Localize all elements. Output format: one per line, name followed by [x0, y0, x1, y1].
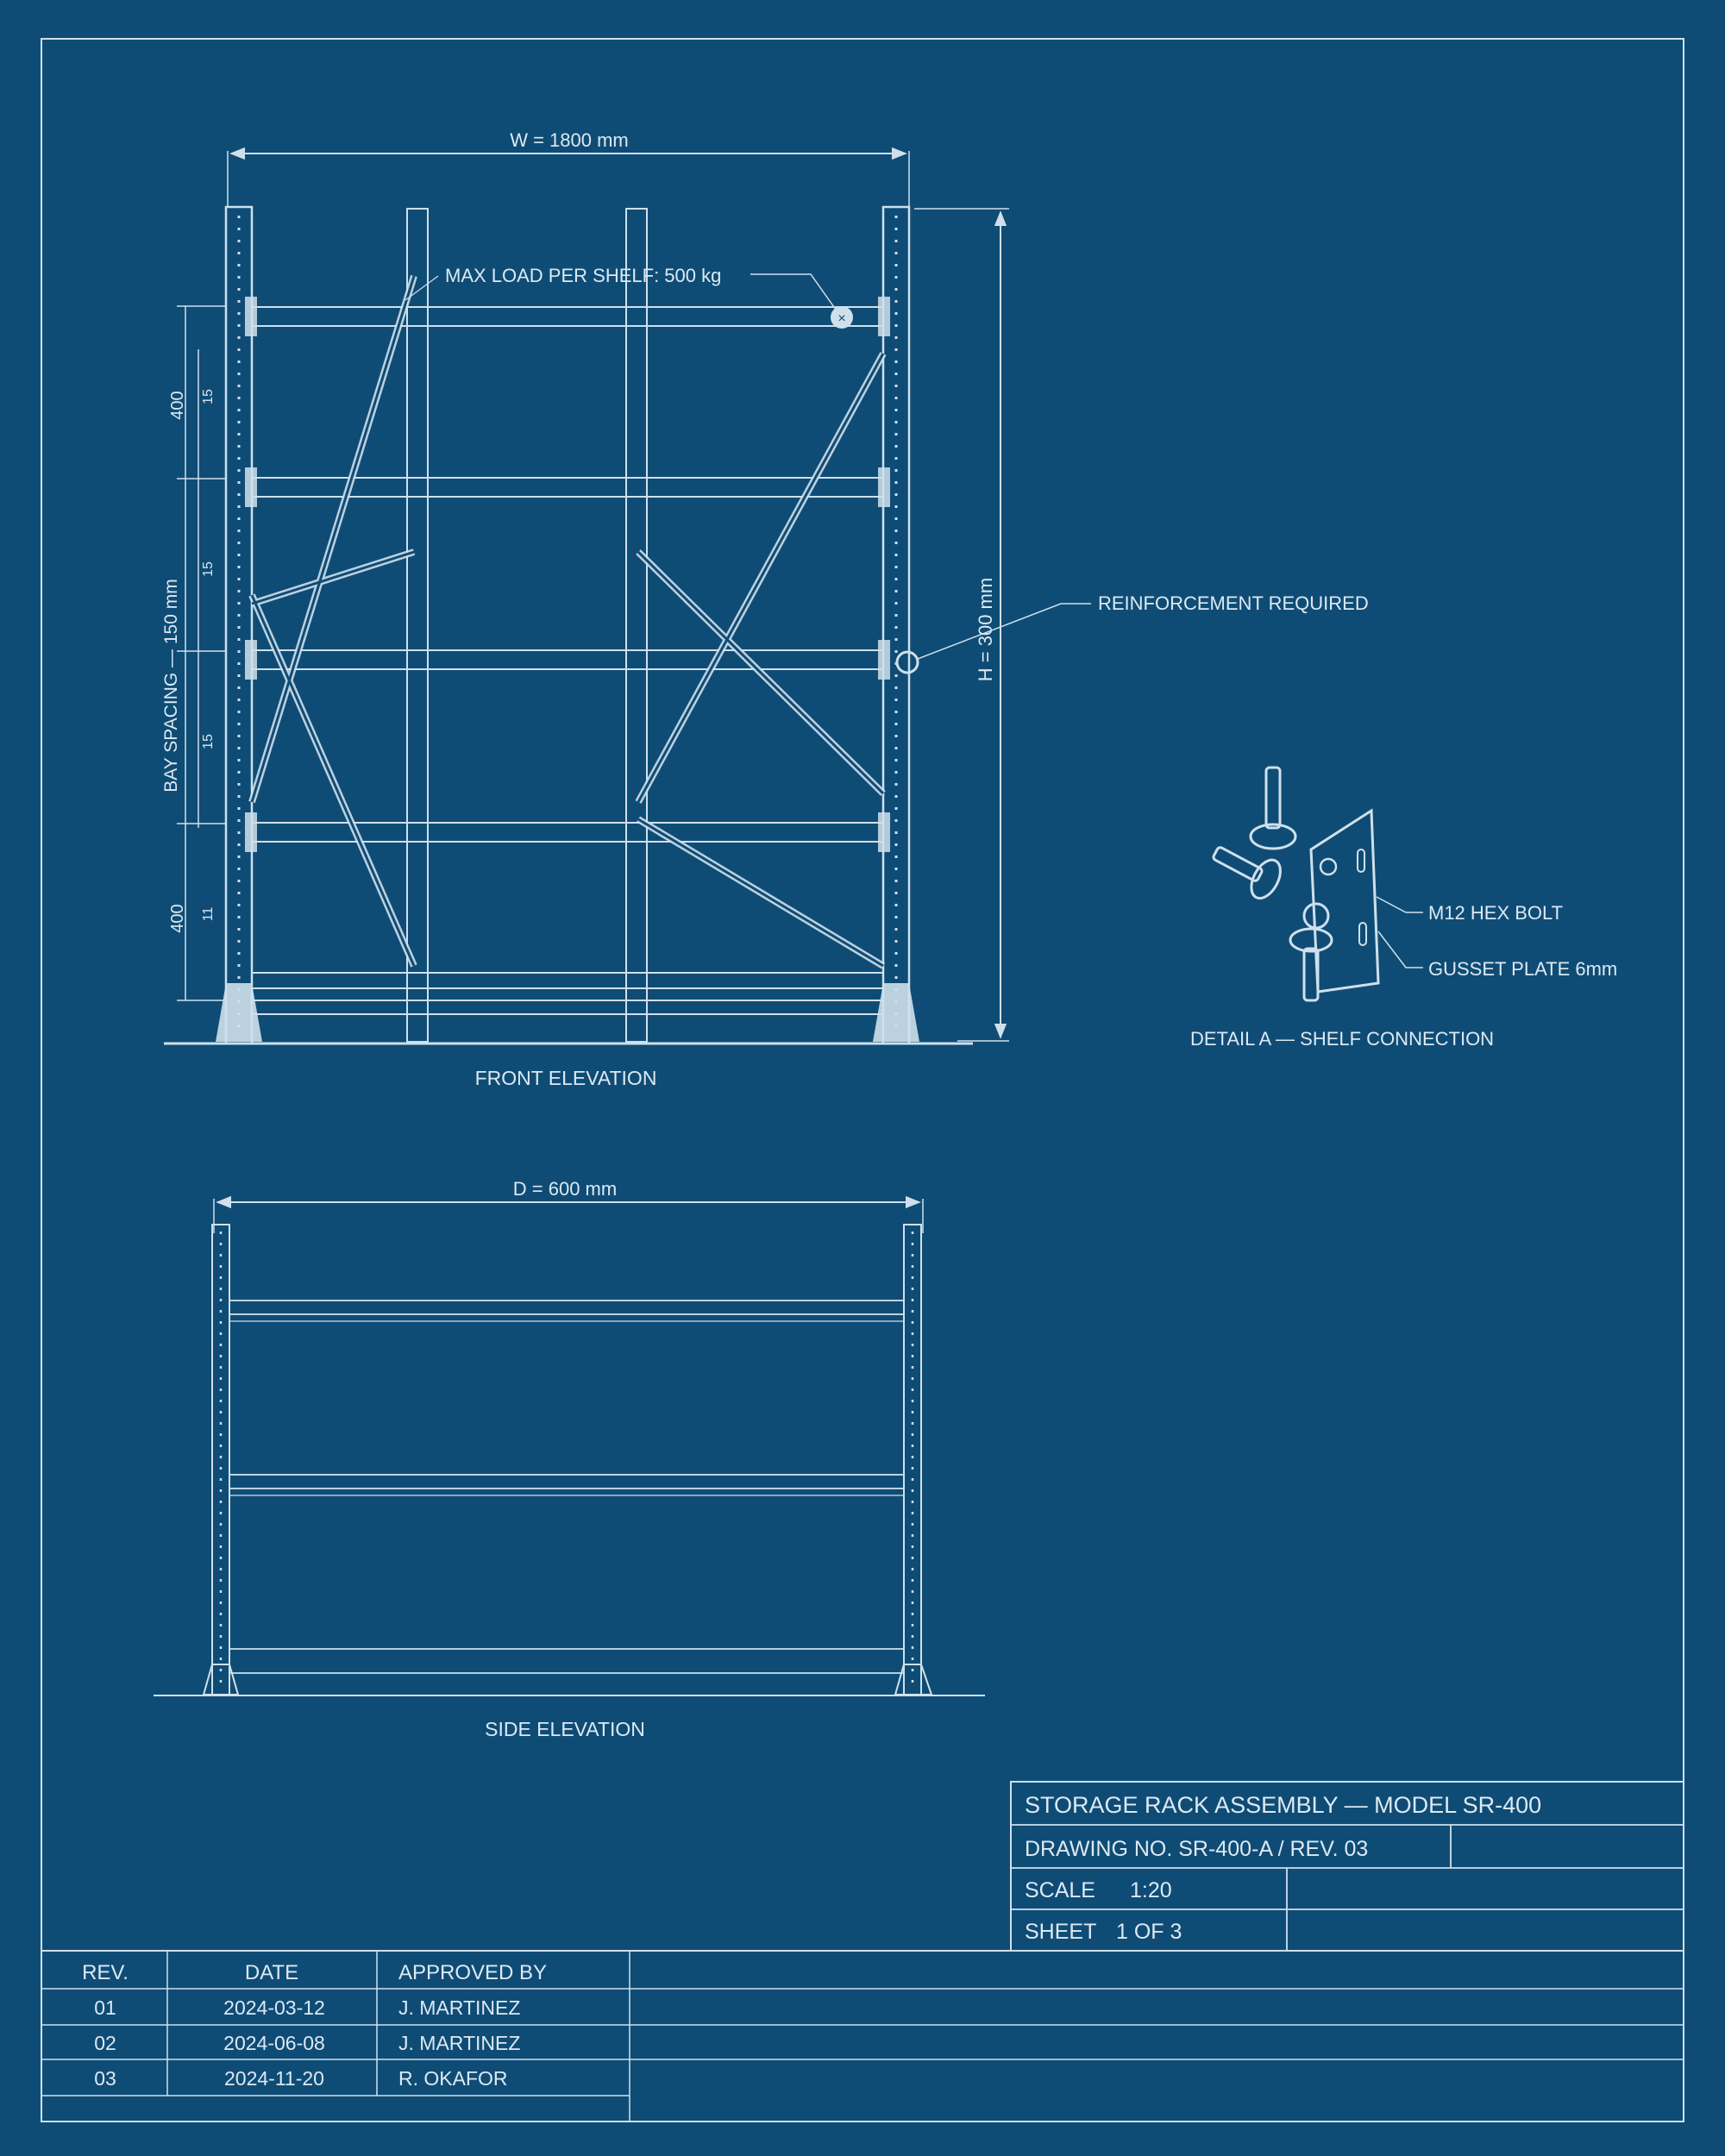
rev-header-date: DATE: [244, 1961, 299, 1984]
height-dimension: H = 300 mm: [975, 577, 996, 682]
front-elevation-title: FRONT ELEVATION: [474, 1067, 657, 1089]
rev-row-2-approved: J. MARTINEZ: [398, 2032, 521, 2054]
gusset-hole-2: [1304, 904, 1328, 928]
rev-row-3-approved: R. OKAFOR: [398, 2067, 508, 2090]
rev-row-2-rev: 02: [94, 2032, 116, 2054]
front-beam-5: [252, 973, 883, 988]
left-dim-5: 400: [168, 904, 187, 933]
rev-header-approved: APPROVED BY: [398, 1961, 548, 1984]
detail-title: DETAIL A — SHELF CONNECTION: [1190, 1028, 1495, 1050]
front-post-inner-right: [626, 209, 647, 1042]
reinforce-callout-marker: [897, 652, 918, 673]
reinforce-callout: REINFORCEMENT REQUIRED: [1098, 592, 1369, 614]
base-plate-left: [216, 983, 262, 1042]
revision-table: [41, 1951, 1684, 2122]
load-callout: MAX LOAD PER SHELF: 500 kg: [445, 265, 722, 286]
bolt-leader: [1377, 897, 1423, 912]
left-dim-6: 11: [201, 906, 216, 922]
rev-row-1-date: 2024-03-12: [223, 1996, 325, 2019]
detail-a: [1190, 768, 1617, 1050]
sheet-label: SHEET: [1025, 1920, 1097, 1944]
width-dimension: W = 1800 mm: [510, 129, 629, 151]
left-dim-1: 400: [168, 391, 187, 420]
side-elevation-title: SIDE ELEVATION: [485, 1718, 645, 1740]
scale-label: SCALE: [1025, 1878, 1095, 1902]
rev-row-1-approved: J. MARTINEZ: [398, 1996, 521, 2019]
rev-row-3-rev: 03: [94, 2067, 116, 2090]
rev-row-2-date: 2024-06-08: [223, 2032, 325, 2054]
rev-row-3-date: 2024-11-20: [224, 2067, 324, 2090]
plate-leader: [1378, 931, 1423, 968]
depth-dimension: D = 600 mm: [512, 1178, 618, 1200]
drawing-number: DRAWING NO. SR-400-A / REV. 03: [1025, 1837, 1369, 1861]
gusset-slot-1: [1358, 849, 1364, 872]
gusset-slot-2: [1359, 923, 1366, 945]
front-bracing: [252, 276, 883, 966]
gusset-plate-shape: [1311, 811, 1378, 992]
bolt-top: [1266, 768, 1280, 828]
left-dim-2: 15: [201, 389, 216, 404]
load-callout-x: ×: [837, 311, 846, 326]
reinforce-leader: [918, 604, 1091, 659]
front-bracing-inner: [252, 276, 883, 966]
drawing-title: STORAGE RACK ASSEMBLY — MODEL SR-400: [1025, 1792, 1542, 1818]
sheet-value: 1 OF 3: [1116, 1920, 1182, 1944]
left-dim-3: 15: [201, 561, 216, 577]
front-elevation: [161, 129, 1369, 1089]
load-leader: [750, 274, 840, 316]
front-beam-3: [252, 650, 883, 669]
bay-spacing-label: BAY SPACING — 150 mm: [161, 579, 181, 793]
gusset-hole-1: [1320, 859, 1336, 874]
side-elevation: [154, 1178, 985, 1740]
rev-row-1-rev: 01: [94, 1996, 116, 2019]
front-beam-1: [252, 307, 883, 326]
front-beam-6: [252, 1000, 883, 1014]
title-block: [1011, 1782, 1684, 1951]
front-post-inner-left: [407, 209, 428, 1042]
side-beam-2: [229, 1475, 904, 1489]
plate-label: GUSSET PLATE 6mm: [1428, 958, 1618, 980]
bolt-angled: [1206, 834, 1286, 903]
front-beam-4: [252, 823, 883, 842]
side-beam-1: [229, 1300, 904, 1314]
bolt-label: M12 HEX BOLT: [1428, 902, 1564, 924]
scale-value: 1:20: [1130, 1878, 1172, 1902]
left-dim-4: 15: [201, 734, 216, 749]
base-plate-right: [873, 983, 919, 1042]
rev-header-rev: REV.: [82, 1961, 129, 1984]
